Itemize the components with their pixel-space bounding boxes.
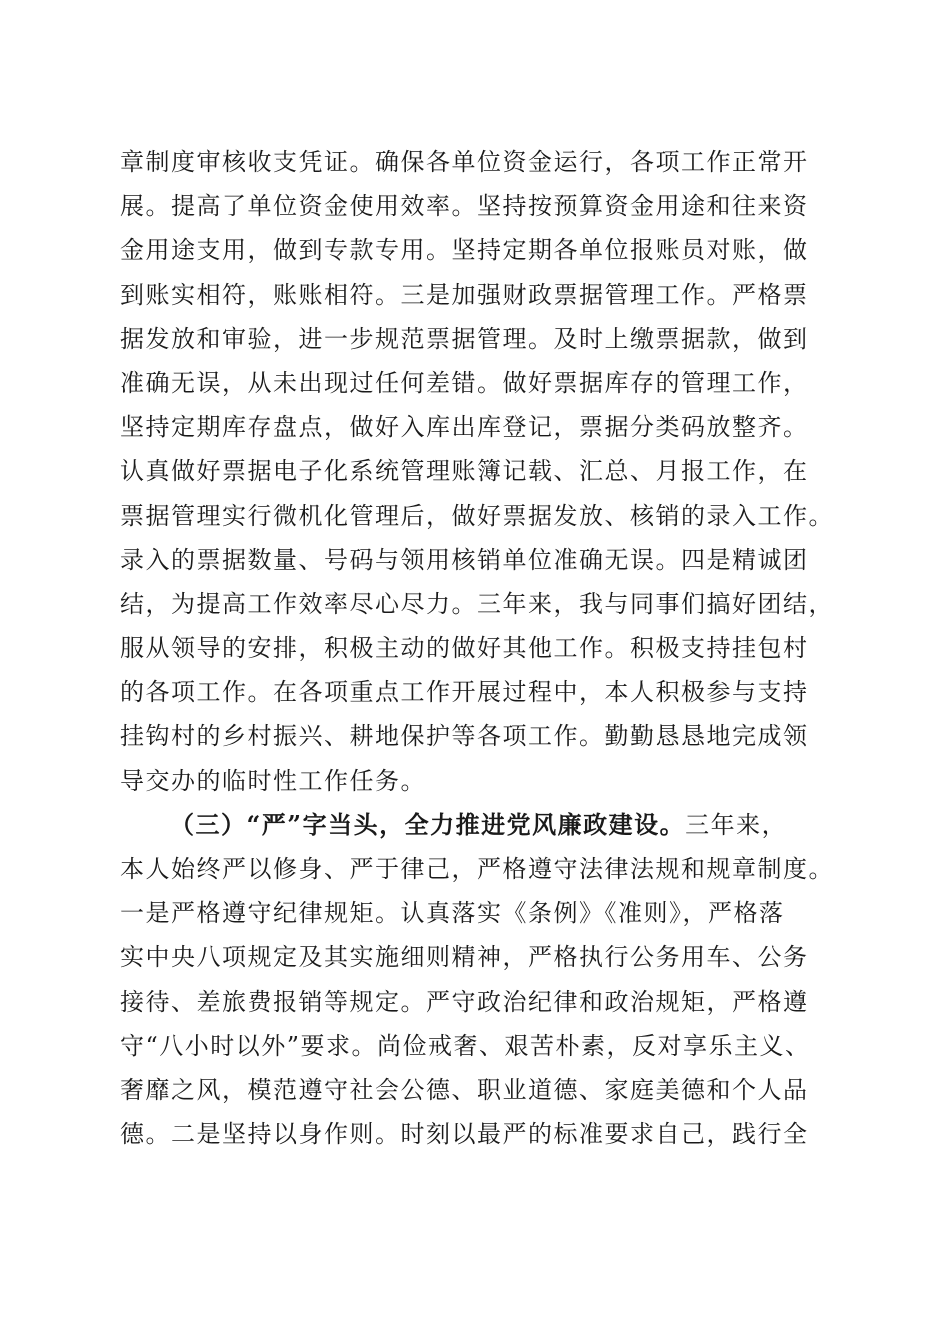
text-line: 实中央八项规定及其实施细则精神，严格执行公务用车、公务 bbox=[120, 943, 809, 972]
section-heading-line bbox=[120, 803, 840, 847]
text-line: 坚持定期库存盘点，做好入库出库登记，票据分类码放整齐。 bbox=[120, 413, 809, 442]
text-line: 章制度审核收支凭证。确保各单位资金运行，各项工作正常开 bbox=[120, 148, 809, 176]
text-line: 守“八小时以外”要求。尚俭戒奢、艰苦朴素，反对享乐主义、 bbox=[120, 1031, 811, 1060]
text-line: 接待、差旅费报销等规定。严守政治纪律和政治规矩，严格遵 bbox=[120, 987, 809, 1016]
text-line: 导交办的临时性工作任务。 bbox=[120, 766, 426, 795]
text-line: 一是严格遵守纪律规矩。认真落实《条例》《准则》，严格落 bbox=[120, 899, 785, 928]
text-line: 展。提高了单位资金使用效率。坚持按预算资金用途和往来资 bbox=[120, 192, 809, 221]
section-heading: （三）“严”字当头，全力推进党风廉政建设。 bbox=[170, 809, 686, 839]
section-heading-tail: 三年来， bbox=[685, 810, 788, 839]
text-line: 奢靡之风，模范遵守社会公德、职业道德、家庭美德和个人品 bbox=[120, 1075, 809, 1104]
text-line: 据发放和审验，进一步规范票据管理。及时上缴票据款，做到 bbox=[120, 324, 809, 353]
text-line: 服从领导的安排，积极主动的做好其他工作。积极支持挂包村 bbox=[120, 634, 809, 663]
text-line: 票据管理实行微机化管理后，做好票据发放、核销的录入工作。 bbox=[120, 501, 834, 530]
text-line: 的各项工作。在各项重点工作开展过程中，本人积极参与支持 bbox=[120, 678, 809, 707]
text-line: 到账实相符，账账相符。三是加强财政票据管理工作。严格票 bbox=[120, 280, 809, 309]
text-line: 结，为提高工作效率尽心尽力。三年来，我与同事们搞好团结， bbox=[120, 589, 834, 618]
text-line: 准确无误，从未出现过任何差错。做好票据库存的管理工作， bbox=[120, 368, 809, 397]
text-line: 挂钩村的乡村振兴、耕地保护等各项工作。勤勤恳恳地完成领 bbox=[120, 722, 809, 751]
text-line: 认真做好票据电子化系统管理账簿记载、汇总、月报工作，在 bbox=[120, 457, 809, 486]
text-line: 录入的票据数量、号码与领用核销单位准确无误。四是精诚团 bbox=[120, 545, 809, 574]
text-line: 金用途支用，做到专款专用。坚持定期各单位报账员对账，做 bbox=[120, 236, 809, 265]
text-line: 德。二是坚持以身作则。时刻以最严的标准要求自己，践行全 bbox=[120, 1120, 809, 1149]
text-line: 本人始终严以修身、严于律己，严格遵守法律法规和规章制度。 bbox=[120, 855, 834, 883]
document-body bbox=[120, 140, 840, 1156]
